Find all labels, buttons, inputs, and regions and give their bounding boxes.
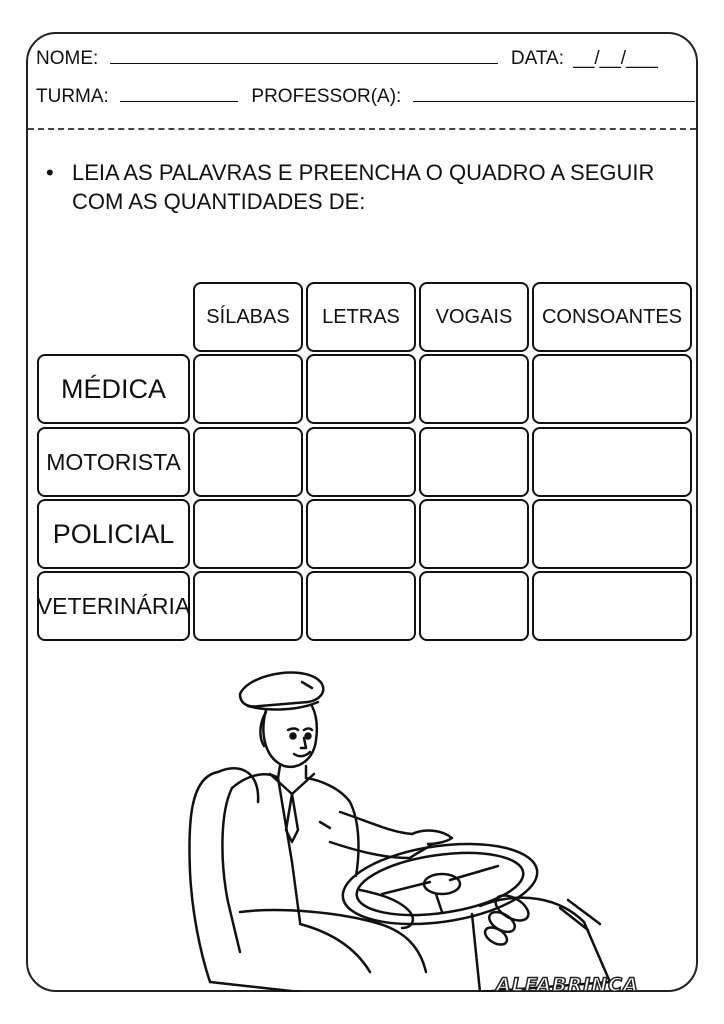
bus-driver-illustration	[180, 662, 680, 992]
answer-cell[interactable]	[306, 571, 416, 641]
row-header-veterinaria: VETERINÁRIA	[37, 571, 190, 641]
answer-cell[interactable]	[193, 427, 303, 497]
cap	[240, 673, 323, 707]
name-row	[36, 48, 658, 70]
row-header-policial: POLICIAL	[37, 499, 190, 569]
name-label: NOME:	[36, 48, 99, 69]
class-label: TURMA:	[36, 86, 109, 107]
answer-cell[interactable]	[193, 354, 303, 424]
answer-cell[interactable]	[419, 427, 529, 497]
bullet-icon: •	[46, 160, 54, 185]
answer-cell[interactable]	[306, 499, 416, 569]
date-label: DATA:	[510, 48, 564, 69]
class-blank[interactable]	[120, 87, 238, 102]
answer-cell[interactable]	[306, 354, 416, 424]
row-header-medica: MÉDICA	[37, 354, 190, 424]
answer-cell[interactable]	[193, 571, 303, 641]
header-divider	[28, 128, 696, 130]
name-blank[interactable]	[110, 49, 498, 64]
brand-logo: ALFABRINCA	[496, 974, 639, 996]
col-header-silabas: SÍLABAS	[193, 282, 303, 352]
answer-cell[interactable]	[419, 354, 529, 424]
row-header-motorista: MOTORISTA	[37, 427, 190, 497]
answer-cell[interactable]	[532, 571, 692, 641]
answer-cell[interactable]	[532, 427, 692, 497]
answer-cell[interactable]	[419, 499, 529, 569]
answer-cell[interactable]	[419, 571, 529, 641]
col-header-vogais: VOGAIS	[419, 282, 529, 352]
answer-cell[interactable]	[532, 354, 692, 424]
col-header-consoantes: CONSOANTES	[532, 282, 692, 352]
instruction-line-2: COM AS QUANTIDADES DE:	[72, 189, 366, 214]
answer-cell[interactable]	[532, 499, 692, 569]
answer-cell[interactable]	[193, 499, 303, 569]
answer-cell[interactable]	[306, 427, 416, 497]
col-header-letras: LETRAS	[306, 282, 416, 352]
instruction-line-1: LEIA AS PALAVRAS E PREENCHA O QUADRO A SEGUIR	[72, 160, 655, 185]
class-row	[36, 86, 695, 108]
teacher-blank[interactable]	[413, 87, 695, 102]
date-blank[interactable]: __/__/___	[573, 48, 658, 69]
instruction-text	[72, 158, 682, 216]
teacher-label: PROFESSOR(A):	[251, 86, 402, 107]
